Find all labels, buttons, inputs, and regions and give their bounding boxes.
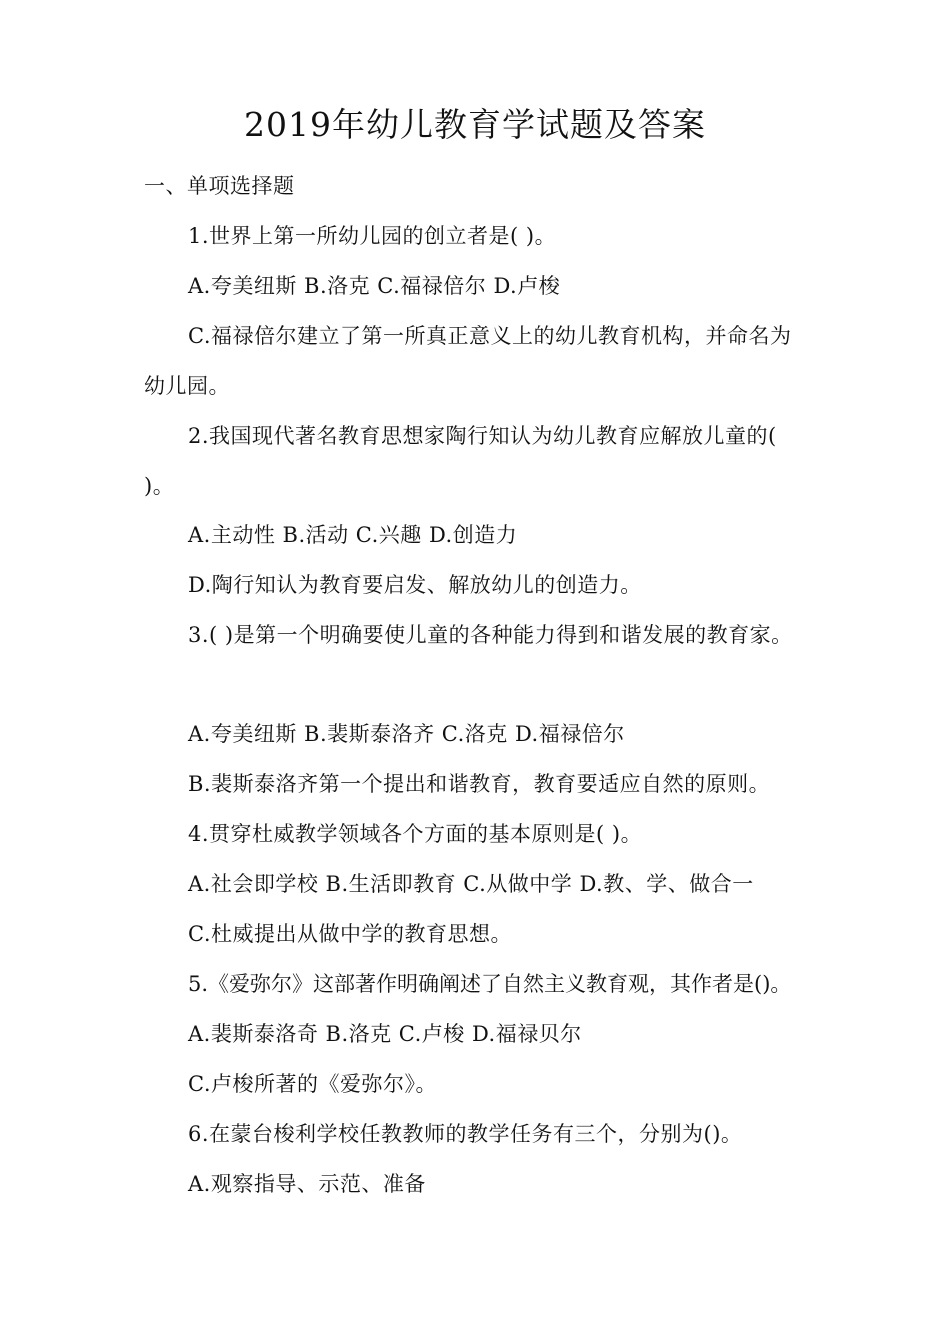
question-1-answer: C.福禄倍尔建立了第一所真正意义上的幼儿教育机构，并命名为幼儿园。 [144,324,792,398]
document-title: 2019年幼儿教育学试题及答案 [244,105,706,144]
section-heading: 一、单项选择题 [144,174,295,198]
question-5: 5.《爱弥尔》这部著作明确阐述了自然主义教育观，其作者是()。 [188,972,792,996]
question-3-answer: B.裴斯泰洛齐第一个提出和谐教育，教育要适应自然的原则。 [188,772,771,796]
question-5-answer: C.卢梭所著的《爱弥尔》。 [188,1072,437,1096]
question-1-options: A.夸美纽斯 B.洛克 C.福禄倍尔 D.卢梭 [188,274,561,298]
question-6: 6.在蒙台梭利学校任教教师的教学任务有三个，分别为()。 [188,1122,743,1146]
question-4-answer: C.杜威提出从做中学的教育思想。 [188,922,512,946]
question-1: 1.世界上第一所幼儿园的创立者是( )。 [188,224,557,248]
question-2: 2.我国现代著名教育思想家陶行知认为幼儿教育应解放儿童的( )。 [144,424,777,498]
question-3-options: A.夸美纽斯 B.裴斯泰洛齐 C.洛克 D.福禄倍尔 [188,722,625,746]
question-5-options: A.裴斯泰洛奇 B.洛克 C.卢梭 D.福禄贝尔 [188,1022,582,1046]
question-2-options: A.主动性 B.活动 C.兴趣 D.创造力 [188,523,518,547]
question-6-options: A.观察指导、示范、准备 [188,1172,426,1196]
question-4: 4.贯穿杜威教学领域各个方面的基本原则是( )。 [188,822,643,846]
question-4-options: A.社会即学校 B.生活即教育 C.从做中学 D.教、学、做合一 [188,872,754,896]
question-3: 3.( )是第一个明确要使儿童的各种能力得到和谐发展的教育家。 [188,623,793,647]
question-2-answer: D.陶行知认为教育要启发、解放幼儿的创造力。 [188,573,642,597]
